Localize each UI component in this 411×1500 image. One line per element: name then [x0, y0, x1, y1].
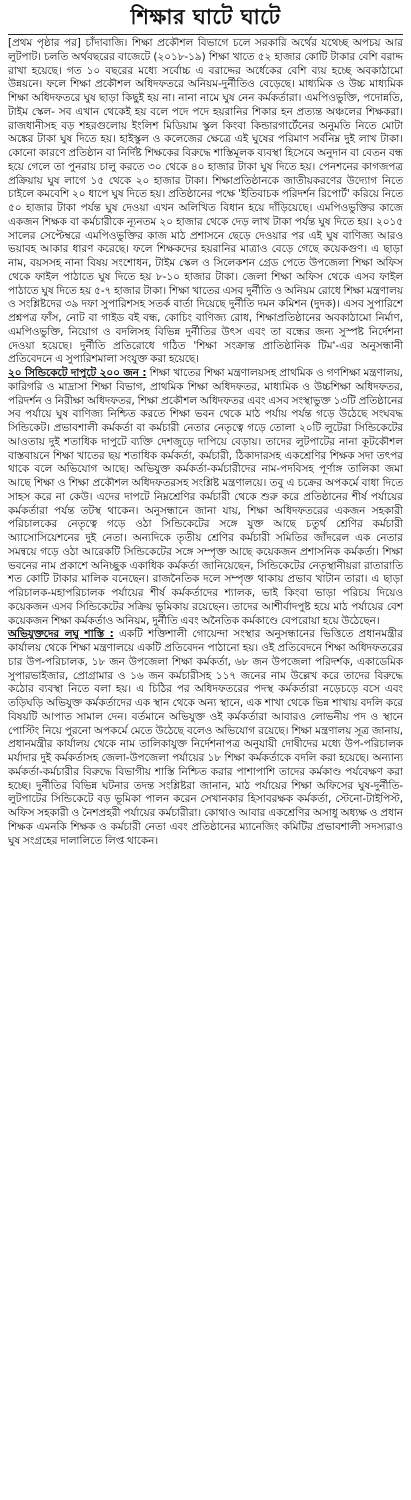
- paragraph-2-text: শিক্ষা খাতের শিক্ষা মন্ত্রণালয়সহ প্রাথমিক ও গণশিক্ষা মন্ত্রণালয়, কারিগরি ও মাদ্রাসা শিক্ষা বিভাগ, প্রাথমিক শিক্ষা অধিদফতর, মাধ্যমিক ও উচ্চশিক্ষা অধিদফতর, পরিদর্শন ও নিরীক্ষা অধিদফতর, শিক্ষা প্রকৌশল অধিদফতর এবং এসব সংস্থাভুক্ত ১৩টি প্রতিষ্ঠানের সব পর্যায়ে ঘুষ বাণিজ্য নিশ্চিত করতে শিক্ষা ভবন থেকে মাঠ পর্যায় পর্যন্ত গড়ে উঠেছে সংঘবদ্ধ সিন্ডিকেট। প্রভাবশালী কর্মকর্তা বা কর্মচারী নেতার নেতৃত্বে গড়ে তোলা ২০টি লুটেরা সিন্ডিকেটের আওতায় দুই শতাধিক দাপুটে ব্যক্তি দেশজুড়ে দাপিয়ে বেড়ায়। তাদের লুটপাটের নানা কূটকৌশল বাস্তবায়নে শিক্ষা খাতের ছয় শতাধিক কর্মকর্তা, কর্মচারী, ঠিকাদারসহ একশ্রেণির শিক্ষক সদা তৎপর থাকে বলে অভিযোগ আছে। অভিযুক্ত কর্মকর্তা-কর্মচারীদের নাম-পদবিসহ পূর্ণাঙ্গ তালিকা জমা আছে শিক্ষা ও শিক্ষা প্রকৌশল অধিদফতরসহ সংশ্লিষ্ট মন্ত্রণালয়ে। তবু এ চক্রের অপকর্মে বাধা দিতে সাহস করে না কেউ। এদের দাপটে নিম্নশ্রেণির কর্মচারী থেকে শুরু করে প্রতিষ্ঠানের শীর্ষ পর্যায়ের কর্মকর্তারা পর্যন্ত তটস্থ থাকেন। অনুসন্ধানে জানা যায়, শিক্ষা অধিদফতরের একজন সহকারী পরিচালকের নেতৃত্বে গড়ে ওঠা সিন্ডিকেটের সঙ্গে যুক্ত আছে চতুর্থ শ্রেণির কর্মচারী অ্যাসোসিয়েশনের দুই নেতা। অন্যদিকে তৃতীয় শ্রেণির কর্মচারী সমিতির জাঁদরেল এক নেতার সমন্বয়ে গড়ে ওঠা আরেকটি সিন্ডিকেটের সঙ্গে সম্পৃক্ত আছে কয়েকজন প্রশাসনিক কর্মকর্তা। শিক্ষা ভবনের নাম প্রকাশে অনিচ্ছুক একাধিক কর্মকর্তা জানিয়েছেন, সিন্ডিকেটের নেতৃস্থানীয়রা রাতারাতি শত কোটি টাকার মালিক বনেছেন। রাজনৈতিক দলে সম্পৃক্ত থাকায় প্রভাব খাটান তারা। এ ছাড়া পরিচালক-মহাপরিচালক পর্যায়ের শীর্ষ কর্মকর্তাদের শ্যালক, ভাই কিংবা ভাড়া পরিচয় দিয়েও কয়েকজন এসব সিন্ডিকেটের সক্রিয় ভূমিকায় রয়েছেন। তাদের আশীর্বাদপুষ্ট হয়ে মাঠ পর্যায়ের বেশ কয়েকজন শিক্ষা কর্মকর্তাও অনিয়ম, দুর্নীতি এবং অনৈতিক কর্মকাণ্ডে বেপরোয়া হয়ে উঠেছেন।: [8, 367, 403, 627]
- article-headline: শিক্ষার ঘাটে ঘাটে: [8, 2, 403, 35]
- article-paragraph-1: [8, 37, 403, 367]
- article-body: [8, 37, 403, 848]
- paragraph-1-text: চাঁদাবাজি। শিক্ষা প্রকৌশল বিভাগে চলে সরকারি অর্থের যথেচ্ছ অপচয় আর লুটপাট। চলতি অর্থবছরের বাজেটে (২০১৮-১৯) শিক্ষা খাতে ৫২ হাজার কোটি টাকার বেশি বরাদ্দ রাখা হয়েছে। গত ১০ বছরের মধ্যে সর্বোচ্চ এ বরাদ্দের অর্ধেকের বেশি ব্যয় হচ্ছে অবকাঠামো উন্নয়নে। ফলে শিক্ষা প্রকৌশল অধিদফতরে অনিয়ম-দুর্নীতিও বেড়েছে। মাধ্যমিক ও উচ্চ মাধ্যমিক শিক্ষা অধিদফতরে ঘুষ ছাড়া কিছুই হয় না। নানা নামে ঘুষ নেন কর্মকর্তারা। এমপিওভুক্তি, পদোন্নতি, টাইম স্কেল- সব এখান থেকেই হয় বলে পদে পদে হয়রানির শিকার হন প্রত্যন্ত অঞ্চলের শিক্ষকরা। রাজধানীসহ বড় শহরগুলোয় ইংলিশ মিডিয়াম স্কুল কিংবা কিন্ডারগার্টেনের অনুমতি নিতে মোটা অঙ্কের টাকা ঘুষ দিতে হয়। হাইস্কুল ও কলেজের ক্ষেত্রে এই ঘুষের পরিমাণ সর্বনিম্ন দুই লাখ টাকা। কোনো কারণে প্রতিষ্ঠান বা নির্দিষ্ট শিক্ষকের বিরুদ্ধে শাস্তিমূলক ব্যবস্থা হিসেবে অনুদান বা বেতন বন্ধ হয়ে গেলে তা পুনরায় চালু করতে ৩০ থেকে ৪০ হাজার টাকা ঘুষ দিতে হয়। পেনশনের কাগজপত্র প্রক্রিয়ায় ঘুষ লাগে ১৫ থেকে ২০ হাজার টাকা। শিক্ষাপ্রতিষ্ঠানকে জাতীয়করণের উদ্যোগ নিতে চাইলে কমবেশি ২০ ধাপে ঘুষ দিতে হয়। প্রতিষ্ঠানের পক্ষে 'ইতিবাচক পরিদর্শন রিপোর্ট' করিয়ে নিতে ৫০ হাজার টাকা পর্যন্ত ঘুষ দেওয়া এখন অলিখিত বিধান হয়ে দাঁড়িয়েছে। এমপিওভুক্তির কাজে একজন শিক্ষক বা কর্মচারীকে ন্যূনতম ২০ হাজার থেকে দেড় লাখ টাকা পর্যন্ত ঘুষ দিতে হয়। ২০১৫ সালের সেপ্টেম্বরে এমপিওভুক্তির কাজ মাঠ প্রশাসনে ছেড়ে দেওয়ার পর এই ঘুষ বাণিজ্য আরও ভয়াবহ আকার ধারণ করেছে। ফলে শিক্ষকদের হয়রানির মাত্রাও বেড়ে গেছে কয়েকগুণ। এ ছাড়া নাম, বয়সসহ নানা বিষয় সংশোধন, টাইম স্কেল ও সিলেকশন গ্রেড পেতে উপজেলা শিক্ষা অফিস থেকে ফাইল পাঠাতে ঘুষ দিতে হয় ৮-১০ হাজার টাকা। জেলা শিক্ষা অফিস থেকে এসব ফাইল পাঠাতে ঘুষ দিতে হয় ৫-৭ হাজার টাকা। শিক্ষা খাতের এসব দুর্নীতি ও অনিয়ম রোধে শিক্ষা মন্ত্রণালয় ও সংশ্লিষ্টদের ৩৯ দফা সুপারিশসহ সতর্ক বার্তা দিয়েছে দুর্নীতি দমন কমিশন (দুদক)। এসব সুপারিশে প্রশ্নপত্র ফাঁস, নোট বা গাইড বই বন্ধ, কোচিং বাণিজ্য রোধ, শিক্ষাপ্রতিষ্ঠানের অবকাঠামো নির্মাণ, এমপিওভুক্তি, নিয়োগ ও বদলিসহ বিভিন্ন দুর্নীতির উৎস এবং তা বন্ধের জন্য সুস্পষ্ট নির্দেশনা দেওয়া হয়েছে। দুর্নীতি প্রতিরোধে গঠিত 'শিক্ষা সংক্রান্ত প্রাতিষ্ঠানিক টিম'-এর অনুসন্ধানী প্রতিবেদনে এ সুপারিশমালা সংযুক্ত করা হয়েছে।: [8, 37, 403, 366]
- continuation-tag: [প্রথম পৃষ্ঠার পর]: [8, 37, 81, 49]
- article-paragraph-3: [8, 628, 403, 848]
- section-heading-syndicates: ২০ সিন্ডিকেটে দাপুটে ২০০ জন :: [8, 367, 147, 379]
- paragraph-3-text: একটি শক্তিশালী গোয়েন্দা সংস্থার অনুসন্ধানের ভিত্তিতে প্রধানমন্ত্রীর কার্যালয় থেকে শিক্ষা মন্ত্রণালয়ে একটি প্রতিবেদন পাঠানো হয়। ওই প্রতিবেদনে শিক্ষা অধিদফতরের চার উপ-পরিচালক, ১৮ জন উপজেলা শিক্ষা কর্মকর্তা, ৬৮ জন উপজেলা পরিদর্শক, একাডেমিক সুপারভাইজার, প্রোগ্রামার ও ১৬ জন কর্মচারীসহ ১১৭ জনের নাম উল্লেখ করে তাদের বিরুদ্ধে কঠোর ব্যবস্থা নিতে বলা হয়। এ চিঠির পর অধিদফতরের পদস্থ কর্মকর্তারা নড়েচড়ে বসে এবং তড়িঘড়ি অভিযুক্ত কর্মকর্তাদের এক স্থান থেকে অন্য স্থানে, এক শাখা থেকে ভিন্ন শাখায় বদলি করে বিষয়টি আপাত সামাল দেন। বর্তমানে অভিযুক্ত ওই কর্মকর্তারা আবারও লোভনীয় পদ ও স্থানে পোস্টিং নিয়ে পুরনো অপকর্মে মেতে উঠেছে বলেও অভিযোগ রয়েছে। শিক্ষা মন্ত্রণালয় সূত্র জানায়, প্রধানমন্ত্রীর কার্যালয় থেকে নাম তালিকাযুক্ত নির্দেশনাপত্র অনুযায়ী দোষীদের মধ্যে উপ-পরিচালক মর্যাদার দুই কর্মকর্তাসহ জেলা-উপজেলা পর্যায়ের ১৮ শিক্ষা কর্মকর্তাকে বদলি করা হয়েছে। অন্যান্য কর্মকর্তা-কর্মচারীর বিরুদ্ধে বিভাগীয় শাস্তি নিশ্চিত করার পাশাপাশি তাদের কর্মকাণ্ড পর্যবেক্ষণ করা হচ্ছে। দুর্নীতির বিভিন্ন ঘটনার তদন্ত সংশ্লিষ্টরা জানান, মাঠ পর্যায়ের শিক্ষা অফিসের ঘুষ-দুর্নীতি-লুটপাটের সিন্ডিকেটে বড় ভূমিকা পালন করেন সেখানকার হিসাবরক্ষক কর্মকর্তা, স্টেনো-টাইপিস্ট, অফিস সহকারী ও নৈশপ্রহরী পর্যায়ের কর্মচারীরা। কোথাও আবার একশ্রেণির অসাধু অধ্যক্ষ ও প্রধান শিক্ষক এমনকি শিক্ষক ও কর্মচারী নেতা এবং প্রতিষ্ঠানের ম্যানেজিং কমিটির প্রভাবশালী সদস্যরাও ঘুষ সংগ্রহের দালালিতে লিপ্ত থাকেন।: [8, 628, 403, 847]
- article-paragraph-2: [8, 367, 403, 628]
- section-heading-light-punishment: অভিযুক্তদের লঘু শাস্তি :: [8, 628, 114, 641]
